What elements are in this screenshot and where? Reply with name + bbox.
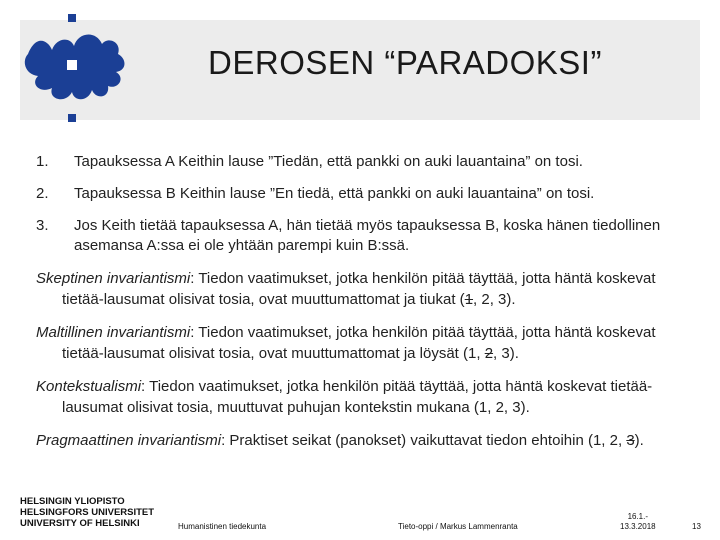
definition-term: Skeptinen invariantismi	[36, 270, 191, 287]
list-item	[36, 152, 676, 172]
struck-number: 2	[484, 345, 494, 362]
definition-moderate	[36, 322, 688, 364]
struck-number: 1	[464, 291, 474, 308]
university-name-fi: HELSINGIN YLIOPISTO	[20, 496, 125, 507]
definition-text: : Tiedon vaatimukset, jotka henkilön pitää täyttää, jotta häntä koskevat tietää-lausumat olisivat tosia, ovat muuttumattomat ja löysät (1,	[62, 324, 656, 362]
list-item-text: Tapauksessa A Keithin lause ”Tiedän, että pankki on auki lauantaina” on tosi.	[74, 153, 583, 170]
date-line-1: 16.1.-	[627, 512, 649, 521]
list-item-number: 3.	[36, 217, 49, 234]
university-name-sv: HELSINGFORS UNIVERSITET	[20, 507, 155, 518]
date-line-2: 13.3.2018	[620, 522, 656, 531]
definition-text: : Tiedon vaatimukset, jotka henkilön pitää täyttää, jotta häntä koskevat tietää-lausumat olisivat tosia, ovat muuttumattomat ja tiukat (	[62, 270, 656, 308]
list-item-number: 2.	[36, 185, 49, 202]
premise-list	[36, 152, 676, 268]
definition-tail: , 3).	[493, 345, 519, 362]
struck-number: 3	[626, 432, 635, 449]
list-item-text: Tapauksessa B Keithin lause ”En tiedä, että pankki on auki lauantaina” on tosi.	[74, 185, 595, 202]
definition-pragmatic	[36, 430, 688, 451]
definition-term: Maltillinen invariantismi	[36, 324, 191, 341]
definition-term: Pragmaattinen invariantismi	[36, 432, 222, 449]
definition-tail: ).	[634, 432, 644, 449]
definition-text: : Tiedon vaatimukset, jotka henkilön pitää täyttää, jotta häntä koskevat tietää-lausumat olisivat tosia, muuttuvat puhujan kontekstin mukana (1, 2, 3).	[62, 378, 653, 416]
list-item-text: Jos Keith tietää tapauksessa A, hän tietää myös tapauksessa B, koska hänen tiedollinen asemansa A:ssa ei ole yhtään parempi kuin B:ssä.	[74, 217, 661, 254]
course-label: Tieto-oppi / Markus Lammenranta	[398, 522, 518, 531]
date-label	[620, 512, 656, 532]
definition-skeptical	[36, 268, 688, 310]
university-name	[20, 496, 154, 529]
definition-tail: , 2, 3).	[473, 291, 516, 308]
page-number: 13	[692, 522, 701, 531]
definition-term: Kontekstualismi	[36, 378, 142, 395]
list-item	[36, 184, 676, 204]
list-item	[36, 216, 676, 256]
definitions	[36, 268, 688, 463]
definition-text: : Praktiset seikat (panokset) vaikuttavat tiedon ehtoihin (1, 2,	[221, 432, 627, 449]
slide-title: DEROSEN “PARADOKSI”	[208, 44, 602, 81]
faculty-label: Humanistinen tiedekunta	[178, 522, 267, 531]
list-item-number: 1.	[36, 153, 49, 170]
footer	[0, 490, 720, 540]
university-name-en: UNIVERSITY OF HELSINKI	[20, 518, 140, 529]
definition-contextualism	[36, 376, 688, 418]
